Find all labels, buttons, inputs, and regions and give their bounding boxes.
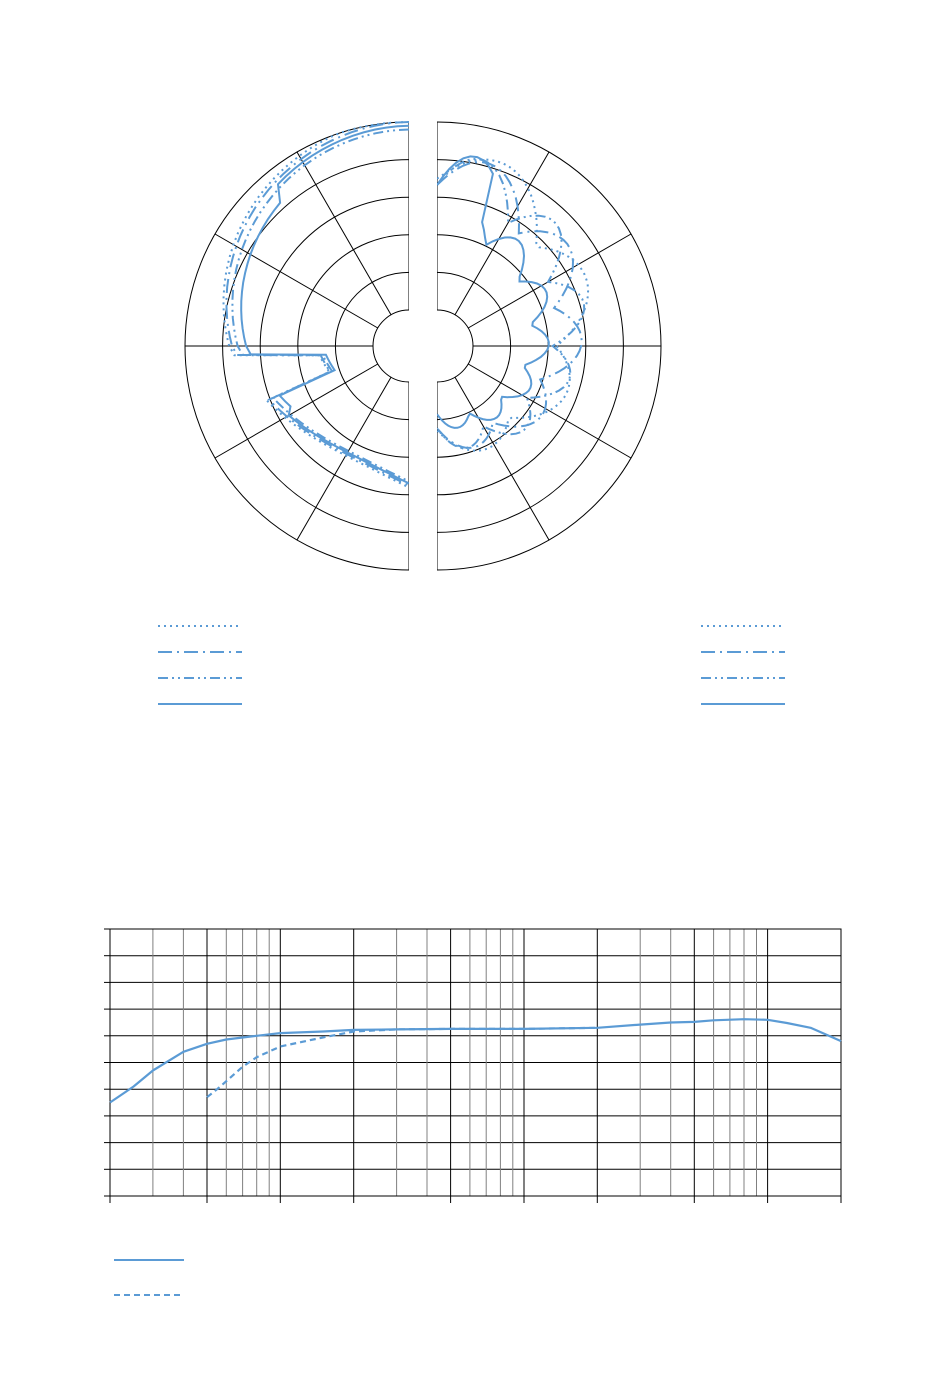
- frequency-response-curves: [110, 1019, 841, 1102]
- frequency-response-grid: [104, 929, 841, 1203]
- frequency-response-legend: [114, 1260, 184, 1295]
- fr-series-solid: [110, 1019, 841, 1102]
